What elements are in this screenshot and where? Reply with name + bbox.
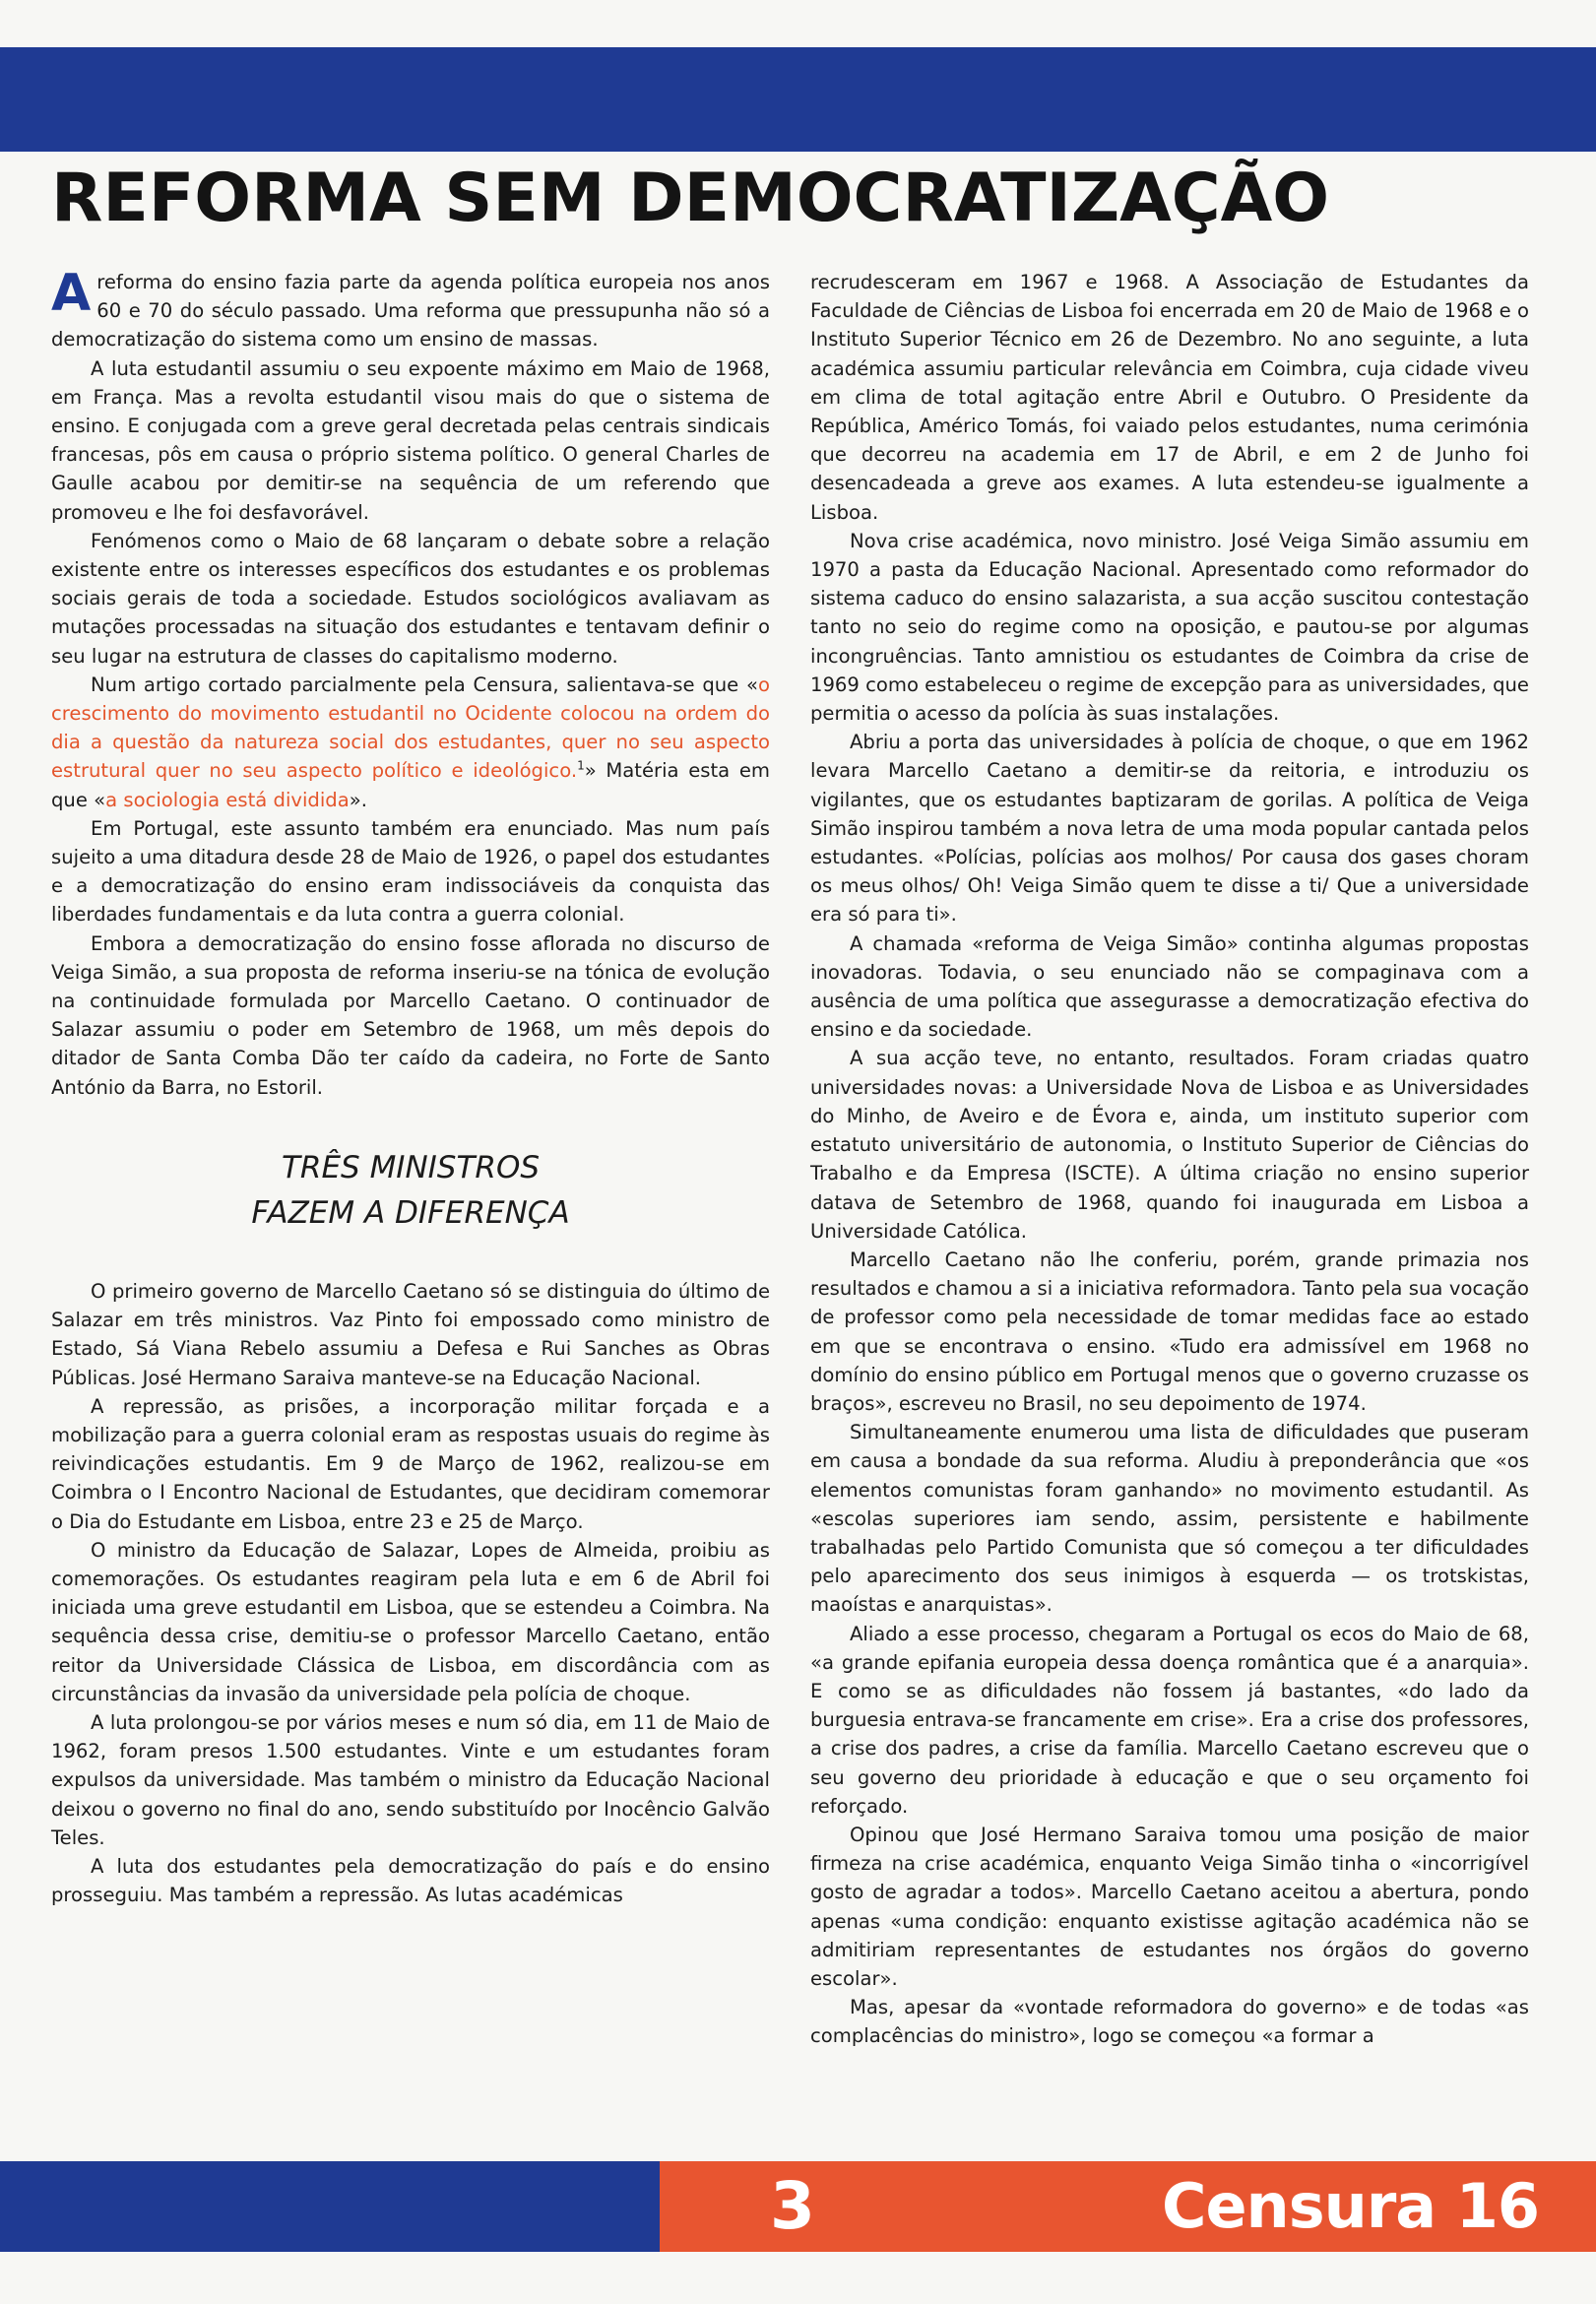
paragraph: O ministro da Educação de Salazar, Lopes de Almeida, proibiu as comemorações. Os estudantes reagiram pela luta e em 6 de Abril foi iniciada uma greve estudantil em Lisboa, que se estendeu a Coimbra. Na sequência dessa crise, demitiu-se o professor Marcello Caetano, então reitor da Universidade Clássica de Lisboa, em discordância com as circunstâncias da invasão da universidade pela polícia de choque. [51,1538,770,1705]
section-subheading: TRÊS MINISTROS FAZEM A DIFERENÇA [251,1149,570,1231]
paragraph: A luta prolongou-se por vários meses e num só dia, em 11 de Maio de 1962, foram presos 1.500 estudantes. Vinte e um estudantes foram expulsos da universidade. Mas também o ministro da Educação Nacional deixou o governo no final do ano, sendo substituído por Inocêncio Galvão Teles. [51,1710,770,1849]
paragraph: Opinou que José Hermano Saraiva tomou uma posição de maior firmeza na crise académica, enquanto Veiga Simão tinha o «incorrigível gosto de agradar a todos». Marcello Caetano aceitou a abertura, pondo apenas «uma condição: enquanto existisse agitação académica não se admitiriam representantes de estudantes nos órgãos do governo escolar». [810,1823,1529,1990]
footnote-ref: 1 [577,758,585,773]
paragraph: A chamada «reforma de Veiga Simão» continha algumas propostas inovadoras. Todavia, o seu enunciado não se compaginava com a ausência de uma política que assegurasse a democratização efectiva do ensino e da sociedade. [810,931,1529,1042]
paragraph-quote: Num artigo cortado parcialmente pela Censura, salientava-se que «o crescimento do movimento estudantil no Ocidente colocou na ordem do dia a questão da natureza social dos estudantes, quer no seu aspecto estrutural quer no seu aspecto político e ideológico.$^1$» Matéria esta em que «a sociologia está dividida». [51,672,770,811]
paragraph: Abriu a porta das universidades à polícia de choque, o que em 1962 levara Marcello Caetano a demitir-se da reitoria, e introduziu os vigilantes, que os estudantes baptizaram de gorilas. A política de Veiga Simão inspirou também a nova letra de uma moda popular cantada pelos estudantes. «Polícias, polícias aos molhos/ Por causa dos gases choram os meus olhos/ Oh! Veiga Simão quem te disse a ti/ Que a universidade era só para ti». [810,731,1529,927]
footer-band-blue [0,2161,660,2252]
paragraph: A repressão, as prisões, a incorporação militar forçada e a mobilização para a guerra colonial eram as respostas usuais do regime às reivindicações estudantis. Em 9 de Março de 1962, realizou-se em Coimbra o I Encontro Nacional de Estudantes, que decidiram comemorar o Dia do Estudante em Lisboa, entre 23 e 25 de Março. [51,1394,770,1533]
left-column [51,264,770,1909]
paragraph: Aliado a esse processo, chegaram a Portugal os ecos do Maio de 68, «a grande epifania europeia dessa doença romântica que é a anarquia». E como se as dificuldades não fossem já bastantes, «do lado da burguesia entrava-se francamente em crise». Era a crise dos professores, a crise dos padres, a crise da família. Marcello Caetano escreveu que o seu governo deu prioridade à educação e que o seu orçamento foi reforçado. [810,1622,1529,1818]
page-title: REFORMA SEM DEMOCRATIZAÇÃO [51,160,1330,237]
paragraph: Embora a democratização do ensino fosse aflorada no discurso de Veiga Simão, a sua proposta de reforma inseriu-se na tónica de evolução na continuidade formulada por Marcello Caetano. O continuador de Salazar assumiu o poder em Setembro de 1968, um mês depois do ditador de Santa Comba Dão ter caído da cadeira, no Forte de Santo António da Barra, no Estoril. [51,931,770,1099]
right-column [810,268,1529,2051]
paragraph: A sua acção teve, no entanto, resultados. Foram criadas quatro universidades novas: a Universidade Nova de Lisboa e as Universidades do Minho, de Aveiro e de Évora e, ainda, um instituto superior com estatuto universitário de autonomia, o Instituto Superior de Ciências do Trabalho e da Empresa (ISCTE). A última criação no ensino superior datava de Setembro de 1968, quando foi inaugurada em Lisboa a Universidade Católica. [810,1047,1529,1243]
paragraph: Mas, apesar da «vontade reformadora do governo» e de todas «as complacências do ministro», logo se começou «a formar a [810,1996,1529,2048]
drop-cap: A [51,264,92,323]
top-color-band [0,47,1596,152]
censored-quote: o crescimento do movimento estudantil no Ocidente colocou na ordem do dia a questão da natureza social dos estudantes, quer no seu aspecto estrutural quer no seu aspecto político e ideológico. [51,672,770,783]
paragraph: A luta estudantil assumiu o seu expoente máximo em Maio de 1968, em França. Mas a revolta estudantil visou mais do que o sistema de ensino. E conjugada com a greve geral decretada pelas centrais sindicais francesas, pôs em causa o próprio sistema político. O general Charles de Gaulle acabou por demitir-se na sequência de um referendo que promoveu e lhe foi desfavorável. [51,356,770,524]
paragraph: recrudesceram em 1967 e 1968. A Associação de Estudantes da Faculdade de Ciências de Lisboa foi encerrada em 20 de Maio de 1968 e o Instituto Superior Técnico em 26 de Dezembro. No ano seguinte, a luta académica assumiu particular relevância em Coimbra, cuja cidade viveu em clima de total agitação entre Abril e Outubro. O Presidente da República, Américo Tomás, foi vaiado pelos estudantes, numa cerimónia que decorreu na academia em 17 de Abril, e em 2 de Junho foi desencadeada a greve aos exames. A luta estendeu-se igualmente a Lisboa. [810,271,1529,524]
censored-quote: a sociologia está dividida [105,788,350,811]
intro-paragraph: A reforma do ensino fazia parte da agenda política europeia nos anos 60 e 70 do século passado. Uma reforma que pressupunha não só a democratização do sistema como um ensino de massas. [51,264,770,352]
page-number: 3 [770,2168,815,2244]
paragraph: Fenómenos como o Maio de 68 lançaram o debate sobre a relação existente entre os interesses específicos dos estudantes e os problemas sociais gerais de toda a sociedade. Estudos sociológicos avaliavam as mutações processadas na situação dos estudantes e tentavam definir o seu lugar na estrutura de classes do capitalismo moderno. [51,529,770,668]
paragraph: Simultaneamente enumerou uma lista de dificuldades que puseram em causa a bondade da sua reforma. Aludiu à preponderância que «os elementos comunistas foram ganhando» no movimento estudantil. As «escolas superiores iam sendo, assim, persistente e habilmente trabalhadas pelo Partido Comunista que só começou a ter dificuldades pelo aparecimento dos seus inimigos à esquerda — os trotskistas, maoístas e anarquistas». [810,1421,1529,1617]
publication-name: Censura 16 [1162,2170,1540,2242]
paragraph: Em Portugal, este assunto também era enunciado. Mas num país sujeito a uma ditadura desde 28 de Maio de 1926, o papel dos estudantes e a democratização do ensino eram indissociáveis da conquista das liberdades fundamentais e da luta contra a guerra colonial. [51,816,770,927]
paragraph: O primeiro governo de Marcello Caetano só se distinguia do último de Salazar em três ministros. Vaz Pinto foi empossado como ministro de Estado, Sá Viana Rebelo assumiu a Defesa e Rui Sanches as Obras Públicas. José Hermano Saraiva manteve-se na Educação Nacional. [51,1279,770,1389]
paragraph: Nova crise académica, novo ministro. José Veiga Simão assumiu em 1970 a pasta da Educação Nacional. Apresentado como reformador do sistema caduco do ensino salazarista, a sua acção suscitou contestação tanto no seio do regime como na oposição, e pautou-se por algumas incongruências. Tanto amnistiou os estudantes de Coimbra da crise de 1969 como estabeleceu o regime de excepção para as universidades, que permitia o acesso da polícia às suas instalações. [810,529,1529,726]
paragraph: A luta dos estudantes pela democratização do país e do ensino prosseguiu. Mas também a repressão. As lutas académicas [51,1854,770,1907]
paragraph: Marcello Caetano não lhe conferiu, porém, grande primazia nos resultados e chamou a si a iniciativa reformadora. Tanto pela sua vocação de professor como pela necessidade de tomar medidas face ao estado em que se encontrava o ensino. «Tudo era admissível em 1968 no domínio do ensino público em Portugal menos que o governo cruzasse os braços», escreveu no Brasil, no seu depoimento de 1974. [810,1248,1529,1415]
